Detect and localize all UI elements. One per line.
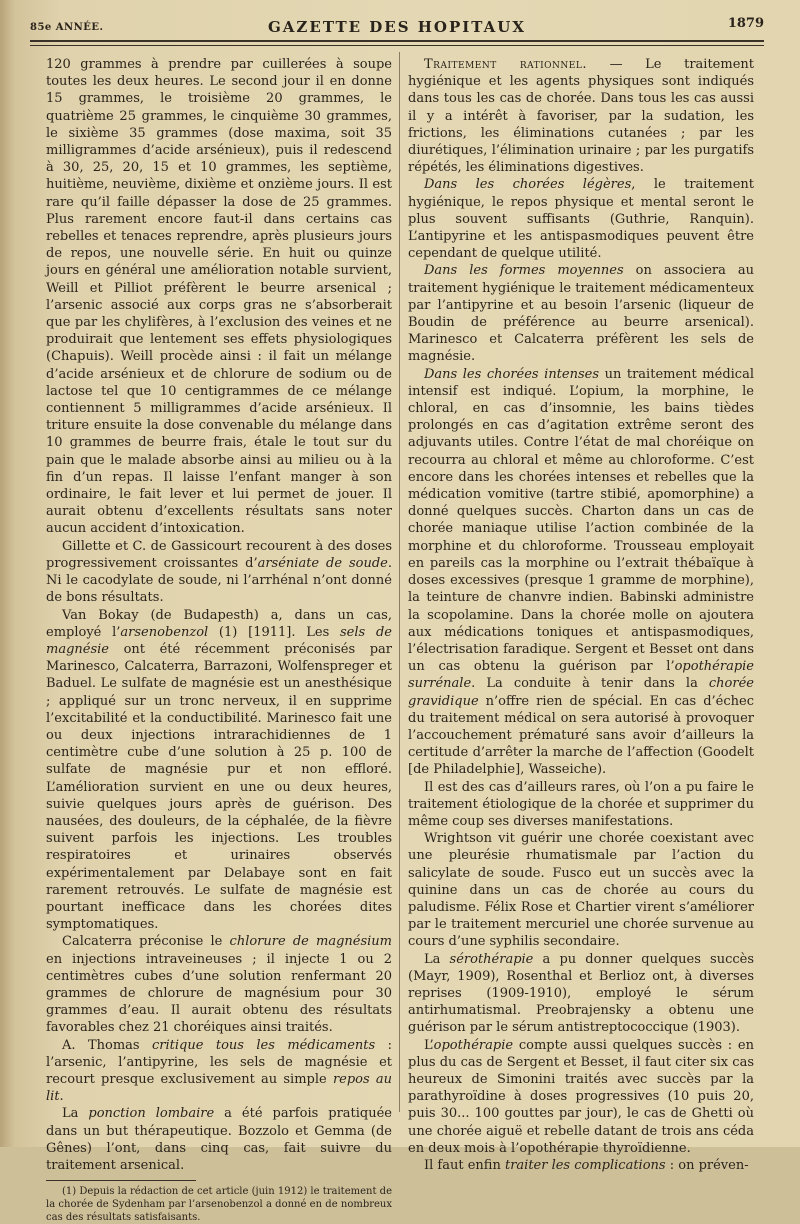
left-column [46, 56, 392, 1224]
paragraph: L’opothérapie compte aussi quelques succès : en plus du cas de Sergent et Besset, il faut citer six cas heureux de Simonini traités avec succès par la parathyroïdine à doses progressives (10 puis 20, puis 30... 100 gouttes par jour), le cas de Ghetti où une chorée aiguë et rebelle datant de trois ans céda en deux mois à l’opothérapie thyroïdienne. [408, 1037, 754, 1156]
right-column [408, 56, 754, 1174]
header-page-number: 1879 [727, 16, 764, 31]
header-journal-title: GAZETTE DES HOPITAUX [267, 18, 526, 36]
header-rule-thin [30, 45, 764, 46]
column-divider [399, 52, 400, 1112]
section-heading: Traitement rationnel. [424, 57, 587, 72]
paragraph: Wrightson vit guérir une chorée coexistant avec une pleurésie rhumatismale par l’action du salicylate de soude. Fusco eut un succès avec la quinine dans un cas de chorée au cours du paludisme. Félix Rose et Chartier virent s’améliorer par le traitement mercuriel une chorée survenue au cours d’une syphilis secondaire. [408, 831, 754, 950]
footnote-rule [46, 1180, 196, 1181]
paragraph: Dans les formes moyennes on associera au traitement hygiénique le traitement médicamenteux par l’antipyrine et au besoin l’arsenic (liqueur de Boudin de préférence au beurre arsenical). Marinesco et Calcaterra préfèrent les sels de magnésie. [408, 263, 754, 365]
paragraph: A. Thomas critique tous les médicaments : l’arsenic, l’antipyrine, les sels de magnésie et recourt presque exclusivement au simple repos au lit. [46, 1037, 393, 1105]
paragraph: La ponction lombaire a été parfois pratiquée dans un but thérapeutique. Bozzolo et Gemma (de Gênes) l’ont, dans cinq cas, fait suivre du traitement arsenical. [46, 1106, 393, 1173]
paragraph: Van Bokay (de Budapesth) a, dans un cas, employé l’arsenobenzol (1) [1911]. Les sels de magnésie ont été récemment préconisés par Marinesco, Calcaterra, Barrazoni, Wolfenspreger et Baduel. Le sulfate de magnésie est un anesthésique ; appliqué sur un tronc nerveux, il en supprime l’excitabilité et la conductibilité. Marinesco fait une ou deux injections intrarachidiennes de 1 centimètre cube d’une solution à 25 p. 100 de sulfate de magnésie pur et non effloré. L’amélioration survient en une ou deux heures, suivie quelques jours après de guérison. Des nausées, des douleurs, de la céphalée, de la fièvre suivent parfois les injections. Les troubles respiratoires et urinaires observés expérimentalement par Delabaye sont en fait rarement retrouvés. Le sulfate de magnésie est pourtant inefficace dans les chorées dites symptomatiques. [46, 607, 392, 933]
paragraph: Il est des cas d’ailleurs rares, où l’on a pu faire le traitement étiologique de la chorée et supprimer du même coup ses diverses manifestations. [408, 779, 754, 829]
header-year: 85e ANNÉE. [30, 22, 104, 33]
paragraph: Dans les chorées légères, le traitement hygiénique, le repos physique et mental seront le plus souvent suffisants (Guthrie, Ranquin). L’antipyrine et les antispasmodiques peuvent être cependant de quelque utilité. [408, 177, 754, 262]
page-header [30, 14, 764, 36]
paragraph: 120 grammes à prendre par cuillerées à soupe toutes les deux heures. Le second jour il en donne 15 grammes, le troisième 20 grammes, le quatrième 25 grammes, le cinquième 30 grammes, le sixième 35 grammes (dose maxima, soit 35 milligrammes d’acide arsénieux), puis il redescend à 30, 25, 20, 15 et 10 grammes, les septième, huitième, neuvième, dixième et onzième jours. Il est rare qu’il faille dépasser la dose de 25 grammes. Plus rarement encore faut-il dans certains cas rebelles et tenaces reprendre, après plusieurs jours de repos, une nouvelle série. En huit ou quinze jours en général une amélioration notable survient, Weill et Pilliot préfèrent le beurre arsenical ; l’arsenic associé aux corps gras ne s’absorberait que par les chylifères, à l’exclusion des veines et ne produirait que lentement ses effets physiologiques (Chapuis). Weill procède ainsi : il fait un mélange d’acide arsénieux et de chlorure de sodium ou de lactose tel que 10 centigrammes de ce mélange contiennent 5 milligrammes d’acide arsénieux. Il triture ensuite la dose convenable du mélange dans 10 grammes de beurre frais, étale le tout sur du pain que le malade absorbe ainsi au milieu ou à la fin d’un repas. Il laisse l’enfant manger à son ordinaire, le fait lever et lui permet de jouer. Il aurait obtenu d’excellents résultats sans noter aucun accident d’intoxication. [46, 57, 392, 537]
header-rule-thick [30, 40, 764, 42]
footnote: (1) Depuis la rédaction de cet article (juin 1912) le traitement de la chorée de Sydenham par l’arsenobenzol a donné en de nombreux cas des résultats satisfaisants. [46, 1186, 392, 1224]
paragraph: Gillette et C. de Gassicourt recourent à des doses progressivement croissantes d’arséniate de soude. Ni le cacodylate de soude, ni l’arrhénal n’ont donné de bons résultats. [46, 538, 392, 606]
paragraph: Calcaterra préconise le chlorure de magnésium en injections intraveineuses ; il injecte 1 ou 2 centimètres cubes d’une solution renfermant 20 grammes de chlorure de magnésium pour 30 grammes d’eau. Il aurait obtenu des résultats favorables chez 21 choréiques ainsi traités. [46, 934, 393, 1036]
paragraph: Traitement rationnel. — Le traitement hygiénique et les agents physiques sont indiqués dans tous les cas de chorée. Dans tous les cas aussi il y a intérêt à favoriser, par la sudation, les frictions, les éliminations cutanées ; par les diurétiques, l’élimination urinaire ; par les purgatifs répétés, les éliminations digestives. [408, 57, 754, 176]
paragraph: Il faut enfin traiter les complications : on préven- [424, 1158, 749, 1173]
book-spine-shadow [0, 0, 14, 1147]
paragraph: Dans les chorées intenses un traitement médical intensif est indiqué. L’opium, la morphine, le chloral, en cas d’insomnie, les bains tièdes prolongés en cas d’agitation extrême seront des adjuvants utiles. Contre l’état de mal choréique on recourra au chloral et même au chloroforme. C’est encore dans les chorées intenses et rebelles que la médication vomitive (tartre stibié, apomorphine) a donné quelques succès. Charton dans un cas de chorée maniaque utilise l’action combinée de la morphine et du chloroforme. Trousseau employait en pareils cas la morphine ou l’extrait thébaïque à doses excessives (presque 1 gramme de morphine), la teinture de chanvre indien. Babinski administre la scopolamine. Dans la chorée molle on ajoutera aux médications toniques et antispasmodiques, l’électrisation faradique. Sergent et Besset ont dans un cas obtenu la guérison par l’opothérapie surrénale. La conduite à tenir dans la chorée gravidique n’offre rien de spécial. En cas d’échec du traitement médical on sera autorisé à provoquer l’accouchement prématuré sans avoir d’ailleurs la certitude d’arrêter la marche de l’affection (Goodelt [de Philadelphie], Wasseiche). [408, 366, 754, 778]
paragraph: La sérothérapie a pu donner quelques succès (Mayr, 1909), Rosenthal et Berlioz ont, à diverses reprises (1909-1910), employé le sérum antirhumatismal. Preobrajensky a obtenu une guérison par le sérum antistreptococcique (1903). [408, 951, 755, 1036]
